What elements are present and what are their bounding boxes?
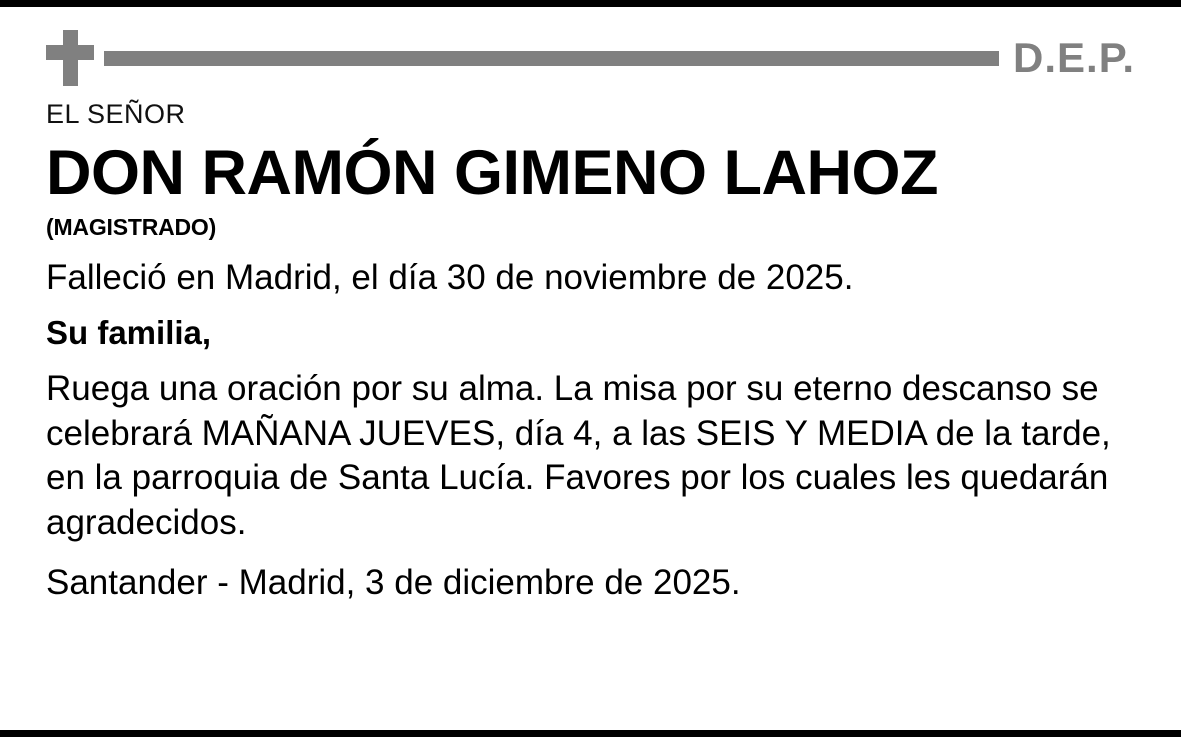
death-line: Falleció en Madrid, el día 30 de noviembre de 2025. [46,258,854,298]
divider-bar [104,51,999,66]
prayer-text: Ruega una oración por su alma. La misa por su eterno descanso se celebrará MAÑANA JUEVES, día 4, a las SEIS Y MEDIA de la tarde, en la parroquia de Santa Lucía. Favores por los cuales les quedarán agradecidos. [46,368,1111,543]
header-rule [46,7,1135,93]
deceased-name: DON RAMÓN GIMENO LAHOZ [46,138,938,208]
rest-in-peace-label: D.E.P. [1013,34,1135,81]
cross-icon [46,30,94,86]
family-line: Su familia, [46,314,212,352]
eyebrow-label: EL SEÑOR [46,99,186,129]
profession-label: (MAGISTRADO) [46,214,217,241]
place-date-line: Santander - Madrid, 3 de diciembre de 2025. [46,562,741,602]
